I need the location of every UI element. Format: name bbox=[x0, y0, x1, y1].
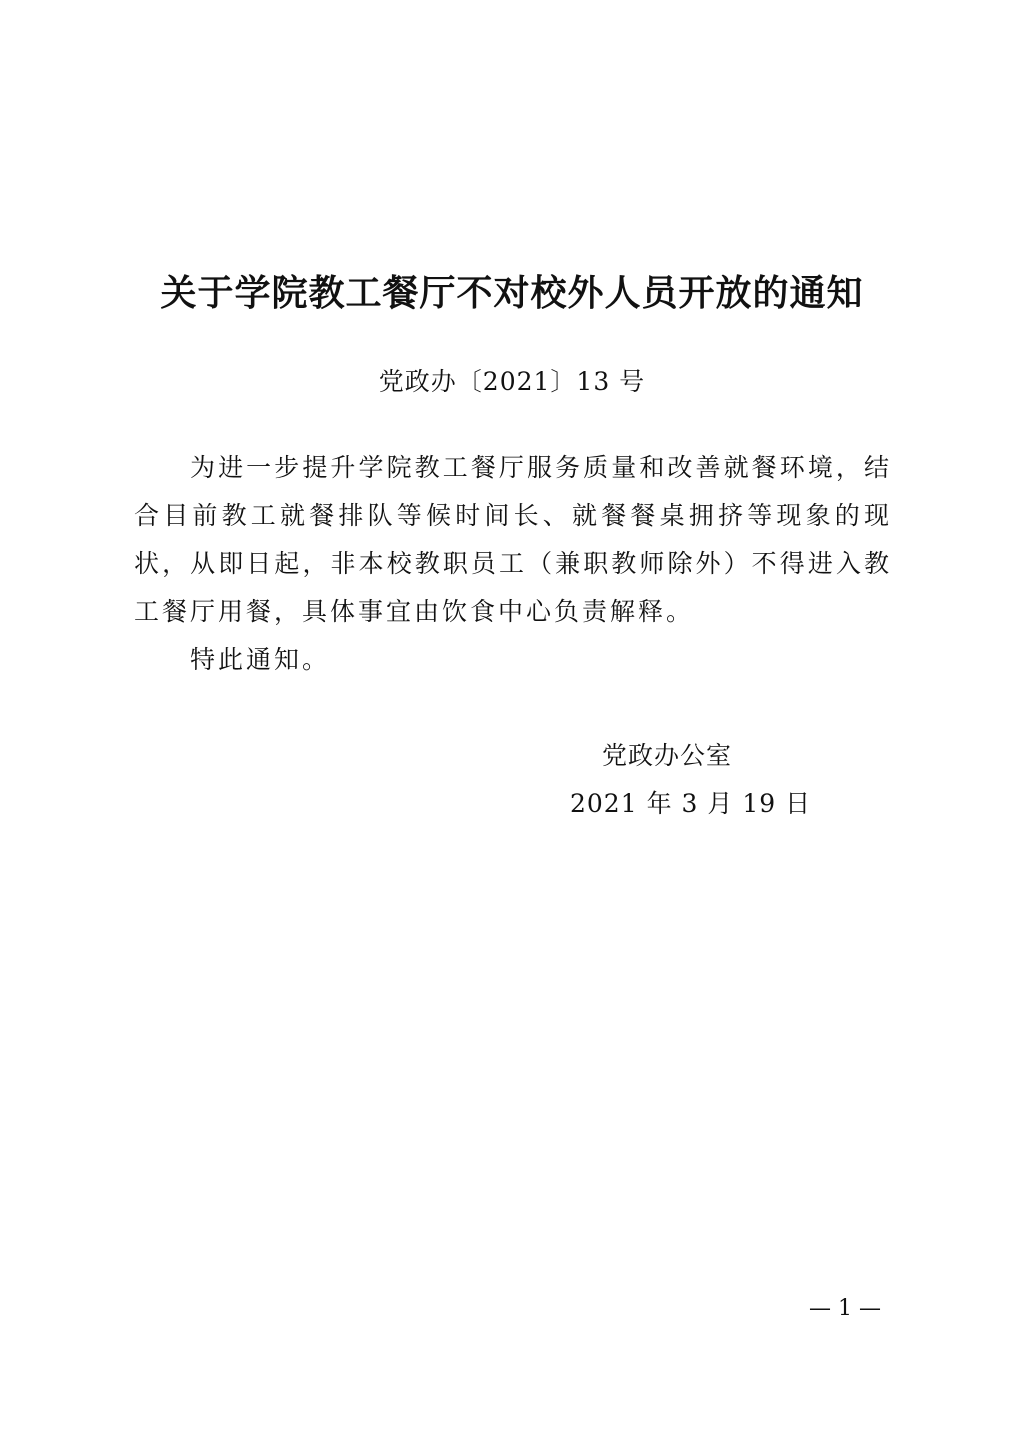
document-body bbox=[134, 444, 892, 684]
body-paragraph: 为进一步提升学院教工餐厅服务质量和改善就餐环境，结合目前教工就餐排队等候时间长、就餐餐桌拥挤等现象的现状，从即日起，非本校教职员工（兼职教师除外）不得进入教工餐厅用餐，具体事宜由饮食中心负责解释。 bbox=[134, 453, 892, 626]
signature-organization: 党政办公室 bbox=[602, 741, 733, 770]
signature-block bbox=[540, 732, 830, 828]
document-number: 党政办〔2021〕13 号 bbox=[378, 367, 646, 396]
signature-date: 2021 年 3 月 19 日 bbox=[570, 789, 812, 818]
page-number: — 1 — bbox=[809, 1296, 881, 1321]
closing-paragraph: 特此通知。 bbox=[190, 645, 331, 674]
document-title: 关于学院教工餐厅不对校外人员开放的通知 bbox=[160, 273, 864, 314]
